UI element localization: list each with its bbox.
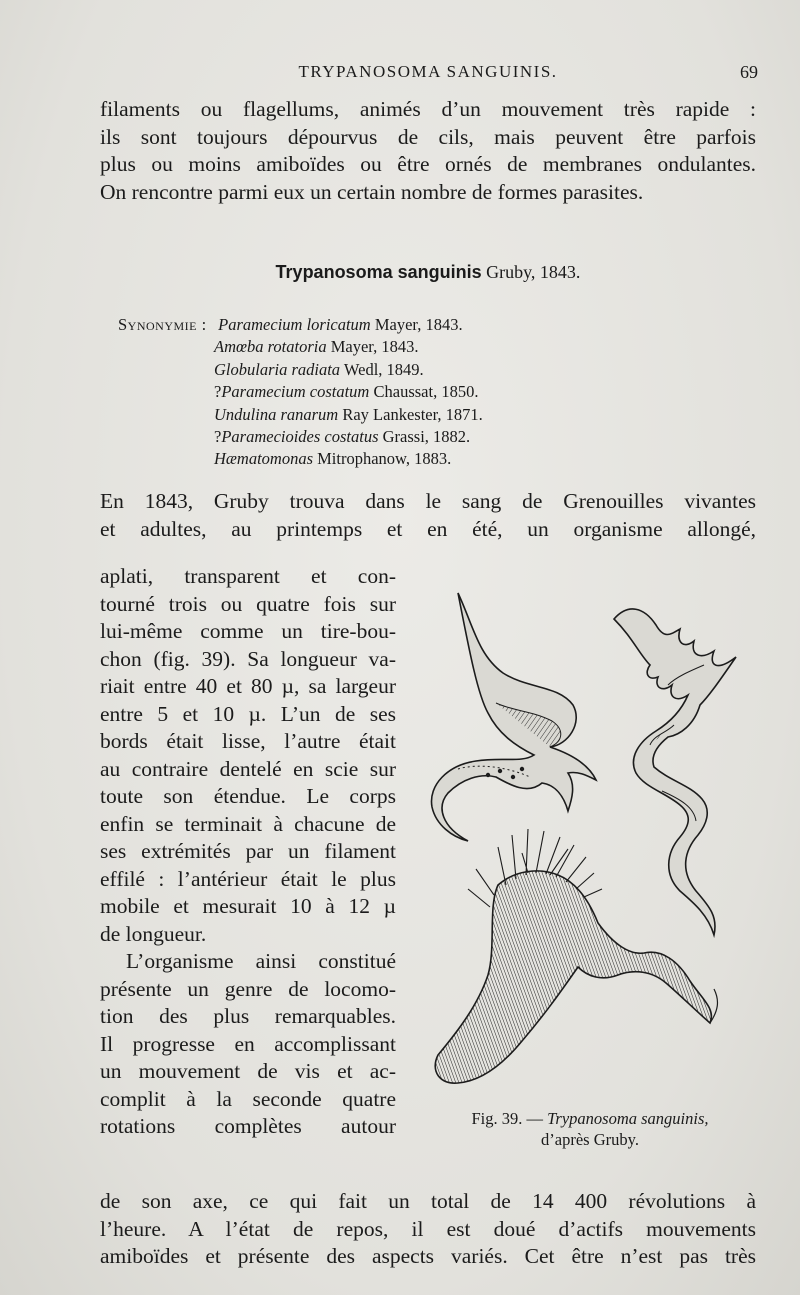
running-head — [98, 62, 758, 88]
body-line: effilé : l’antérieur était le plus — [100, 866, 396, 891]
synonym-row — [118, 426, 738, 448]
species-heading — [100, 262, 756, 283]
synonym-name: Paramecium costatum — [221, 382, 370, 402]
running-title: TRYPANOSOMA SANGUINIS. — [298, 62, 558, 81]
intro-line: plus ou moins amiboïdes ou être ornés de membranes ondulantes. — [100, 152, 756, 176]
body-line: bords était lisse, l’autre était — [100, 729, 396, 753]
synonym-authority: Mitrophanow, 1883. — [317, 449, 452, 469]
synonym-row — [118, 404, 738, 426]
body-line: En 1843, Gruby trouva dans le sang de Grenouilles vivantes — [100, 489, 756, 513]
body-line: lui-même comme un tire-bou- — [100, 619, 396, 643]
synonym-name: Hæmatomonas — [214, 449, 314, 469]
synonym-row — [118, 381, 738, 403]
synonymy-list — [118, 314, 738, 471]
synonym-authority: Wedl, 1849. — [343, 359, 424, 379]
synonym-prefix: ? — [214, 382, 222, 402]
organism-upper-right — [614, 609, 736, 935]
figure-source: d’après Gruby. — [541, 1130, 639, 1149]
body-line: tourné trois ou quatre fois sur — [100, 591, 396, 616]
body-line: tion des plus remarquables. — [100, 1004, 396, 1028]
species-name: Trypanosoma sanguinis — [275, 262, 482, 282]
intro-line: On rencontre parmi eux un certain nombre de formes parasites. — [100, 179, 644, 204]
synonym-name: Paramecium loricatum — [218, 315, 371, 334]
figure-caption — [425, 1108, 755, 1150]
intro-line: filaments ou flagellums, animés d’un mouvement très rapide : — [100, 97, 756, 121]
body-line: ses extrémités par un filament — [100, 839, 396, 863]
synonym-name: Undulina ranarum — [214, 404, 339, 424]
intro-paragraph — [100, 96, 756, 206]
body-line: chon (fig. 39). Sa longueur va- — [100, 646, 396, 671]
synonym-authority: Ray Lankester, 1871. — [342, 404, 483, 424]
trypanosoma-illustration — [418, 585, 758, 1110]
body-line: L’organisme ainsi constitué — [126, 949, 396, 973]
synonym-row — [118, 314, 738, 336]
synonym-row — [118, 448, 738, 470]
synonym-prefix: ? — [214, 427, 222, 447]
synonym-authority: Grassi, 1882. — [382, 427, 471, 447]
page-number: 69 — [740, 62, 758, 82]
synonym-name: Paramecioides costatus — [221, 427, 379, 447]
body-line: riait entre 40 et 80 µ, sa largeur — [100, 674, 396, 698]
synonym-name: Globularia radiata — [214, 359, 341, 379]
body-line: un mouvement de vis et ac- — [100, 1059, 396, 1083]
body-line: de son axe, ce qui fait un total de 14 400 révolutions à — [100, 1189, 756, 1213]
body-line: mobile et mesurait 10 à 12 µ — [100, 894, 396, 918]
organism-upper-left — [431, 593, 596, 841]
body-line: enfin se terminait à chacune de — [100, 811, 396, 836]
body-line: complit à la seconde quatre — [100, 1086, 396, 1111]
figure-39 — [418, 585, 758, 1110]
body-line: entre 5 et 10 µ. L’un de ses — [100, 701, 396, 726]
body-line: présente un genre de locomo- — [100, 976, 396, 1001]
body-column-beside-figure — [100, 563, 396, 1141]
body-line: toute son étendue. Le corps — [100, 784, 396, 808]
synonym-authority: Mayer, 1843. — [374, 315, 463, 334]
body-line: de longueur. — [100, 921, 207, 946]
body-line: et adultes, au printemps et en été, un organisme allongé, — [100, 516, 756, 541]
synonym-row — [118, 359, 738, 381]
body-line: rotations complètes autour — [100, 1114, 396, 1138]
body-line: amiboïdes et présente des aspects variés. Cet être n’est pas très — [100, 1244, 756, 1268]
synonym-row — [118, 336, 738, 358]
body-line: l’heure. A l’état de repos, il est doué d’actifs mouvements — [100, 1216, 756, 1241]
intro-line: ils sont toujours dépourvus de cils, mais peuvent être parfois — [100, 124, 756, 149]
body-paragraph-end — [100, 1188, 756, 1271]
body-line: au contraire dentelé en scie sur — [100, 756, 396, 781]
species-authority: Gruby, 1843. — [486, 262, 581, 282]
synonym-name: Amœba rotatoria — [214, 337, 327, 357]
body-line: Il progresse en accomplissant — [100, 1031, 396, 1056]
figure-species: Trypanosoma sanguinis, — [547, 1109, 709, 1128]
synonym-authority: Mayer, 1843. — [330, 337, 419, 357]
body-paragraph-start — [100, 488, 756, 543]
synonymy-label: Synonymie : — [118, 315, 207, 334]
figure-number: Fig. 39. — — [471, 1109, 544, 1128]
body-line: aplati, transparent et con- — [100, 564, 396, 588]
synonym-authority: Chaussat, 1850. — [373, 382, 479, 402]
